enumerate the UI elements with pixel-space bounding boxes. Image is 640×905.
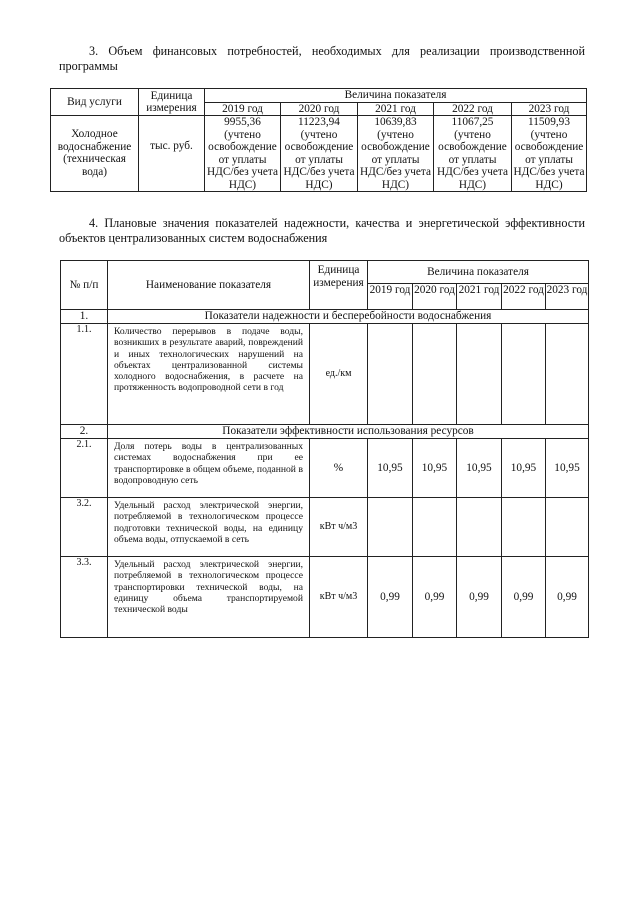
indicator-value: 10,95 bbox=[546, 439, 589, 498]
group-title: Показатели надежности и бесперебойности водоснабжения bbox=[108, 310, 589, 324]
value-cell bbox=[358, 116, 434, 192]
indicator-value: 0,99 bbox=[368, 557, 413, 638]
value-note: (учтено освобождение от уплаты НДС/без учета НДС) bbox=[359, 128, 431, 191]
group-row bbox=[61, 425, 589, 439]
section4-title: 4. Плановые значения показателей надежности, качества и энергетической эффективности объектов централизованных систем водоснабжения bbox=[59, 216, 585, 245]
indicator-value: 0,99 bbox=[413, 557, 457, 638]
year-header: 2023 год bbox=[512, 102, 587, 116]
indicator-value bbox=[502, 498, 546, 557]
group-number: 2. bbox=[61, 425, 108, 439]
indicator-value bbox=[368, 498, 413, 557]
group-number: 1. bbox=[61, 310, 108, 324]
value-note: (учтено освобождение от уплаты НДС/без учета НДС) bbox=[206, 128, 278, 191]
col-header-no: № п/п bbox=[61, 261, 108, 310]
value-amount: 9955,36 bbox=[224, 116, 261, 128]
year-header: 2019 год bbox=[205, 102, 281, 116]
table-row bbox=[61, 324, 589, 425]
col-header-unit: Единица измерения bbox=[310, 261, 368, 310]
indicator-value bbox=[502, 324, 546, 425]
year-header: 2020 год bbox=[281, 102, 358, 116]
indicator-value bbox=[368, 324, 413, 425]
row-number: 3.3. bbox=[61, 557, 108, 638]
indicator-value: 0,99 bbox=[457, 557, 502, 638]
row-number: 1.1. bbox=[61, 324, 108, 425]
indicator-value bbox=[413, 324, 457, 425]
year-header: 2022 год bbox=[434, 102, 512, 116]
indicator-value bbox=[546, 498, 589, 557]
indicator-value bbox=[546, 324, 589, 425]
indicator-value: 10,95 bbox=[457, 439, 502, 498]
year-header: 2021 год bbox=[358, 102, 434, 116]
financial-needs-table bbox=[50, 88, 587, 192]
value-cell bbox=[512, 116, 587, 192]
indicator-unit: % bbox=[310, 439, 368, 498]
indicator-value: 10,95 bbox=[413, 439, 457, 498]
indicator-value bbox=[413, 498, 457, 557]
indicator-value bbox=[457, 498, 502, 557]
value-cell bbox=[281, 116, 358, 192]
col-header-service: Вид услуги bbox=[51, 89, 139, 116]
table-row bbox=[51, 116, 587, 192]
indicator-unit: кВт ч/м3 bbox=[310, 557, 368, 638]
indicator-value: 0,99 bbox=[502, 557, 546, 638]
col-header-unit: Единица измерения bbox=[139, 89, 205, 116]
year-header: 2020 год bbox=[413, 284, 457, 310]
value-note: (учтено освобождение от уплаты НДС/без учета НДС) bbox=[283, 128, 355, 191]
value-amount: 10639,83 bbox=[374, 116, 417, 128]
section3-title: 3. Объем финансовых потребностей, необходимых для реализации производственной программы bbox=[59, 44, 585, 73]
indicator-unit: ед./км bbox=[310, 324, 368, 425]
service-name: Холодное водоснабжение (техническая вода) bbox=[51, 116, 139, 192]
indicator-name: Удельный расход электрической энергии, потребляемой в технологическом процессе транспортировки технической воды, на единицу объема транспортируемой технической воды bbox=[108, 557, 310, 638]
indicator-name: Количество перерывов в подаче воды, возникших в результате аварий, повреждений и иных технологических нарушений на объектах централизованной системы холодного водоснабжения, в расчете на протяженность водопроводной сети в год bbox=[108, 324, 310, 425]
col-header-name: Наименование показателя bbox=[108, 261, 310, 310]
year-header: 2023 год bbox=[546, 284, 589, 310]
indicator-value: 0,99 bbox=[546, 557, 589, 638]
indicator-name: Доля потерь воды в централизованных системах водоснабжения при ее транспортировке в общем объеме, поданной в водопроводную сеть bbox=[108, 439, 310, 498]
value-amount: 11067,25 bbox=[451, 116, 494, 128]
value-note: (учтено освобождение от уплаты НДС/без учета НДС) bbox=[513, 128, 585, 191]
row-number: 2.1. bbox=[61, 439, 108, 498]
value-cell bbox=[205, 116, 281, 192]
col-header-value: Величина показателя bbox=[205, 89, 587, 103]
col-header-value: Величина показателя bbox=[368, 261, 589, 284]
value-amount: 11509,93 bbox=[528, 116, 570, 128]
service-unit: тыс. руб. bbox=[139, 116, 205, 192]
table-row bbox=[61, 439, 589, 498]
indicator-value bbox=[457, 324, 502, 425]
year-header: 2021 год bbox=[457, 284, 502, 310]
row-number: 3.2. bbox=[61, 498, 108, 557]
indicator-value: 10,95 bbox=[368, 439, 413, 498]
indicator-value: 10,95 bbox=[502, 439, 546, 498]
value-cell bbox=[434, 116, 512, 192]
year-header: 2022 год bbox=[502, 284, 546, 310]
table-row bbox=[61, 498, 589, 557]
indicator-name: Удельный расход электрической энергии, потребляемой в технологическом процессе подготовки технической воды, на единицу объема воды, отпускаемой в сеть bbox=[108, 498, 310, 557]
indicators-table bbox=[60, 260, 589, 638]
indicator-unit: кВт ч/м3 bbox=[310, 498, 368, 557]
value-amount: 11223,94 bbox=[298, 116, 340, 128]
group-title: Показатели эффективности использования ресурсов bbox=[108, 425, 589, 439]
table-row bbox=[61, 557, 589, 638]
group-row bbox=[61, 310, 589, 324]
year-header: 2019 год bbox=[368, 284, 413, 310]
value-note: (учтено освобождение от уплаты НДС/без учета НДС) bbox=[436, 128, 508, 191]
